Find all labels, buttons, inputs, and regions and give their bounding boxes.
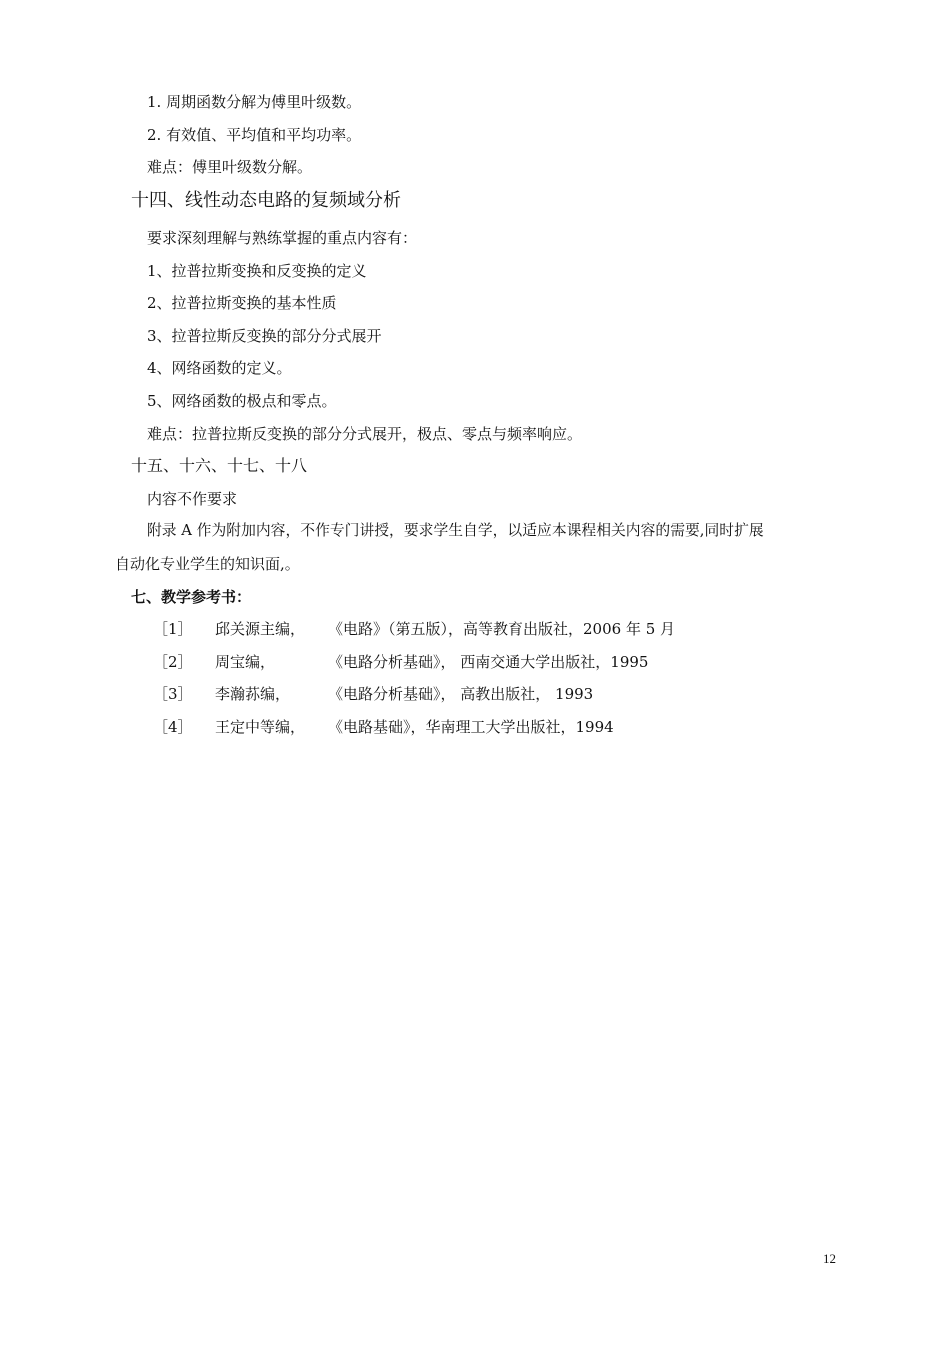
reference-number: ［3］ [153,685,193,703]
reference-detail: 《电路分析基础》， 高教出版社， 1993 [328,685,594,703]
section15-text: 内容不作要求 [147,490,238,508]
reference-number: ［1］ [153,620,193,638]
reference-detail: 《电路》（第五版），高等教育出版社，2006 年 5 月 [328,620,676,638]
section13-difficulty: 难点：傅里叶级数分解。 [147,158,313,176]
section14-title: 十四、线性动态电路的复频域分析 [131,190,401,211]
appendix-line-1: 附录 A 作为附加内容，不作专门讲授，要求学生自学，以适应本课程相关内容的需要,同时扩展 [147,522,764,539]
section14-item-4: 4、网络函数的定义。 [147,359,292,377]
reference-author: 周宝编， [215,653,276,671]
section15-title: 十五、十六、十七、十八 [131,456,308,475]
section14-item-3: 3、拉普拉斯反变换的部分分式展开 [147,327,382,345]
reference-author: 邱关源主编， [215,620,306,638]
section14-item-5: 5、网络函数的极点和零点。 [147,392,337,410]
reference-detail: 《电路分析基础》， 西南交通大学出版社，1995 [328,653,649,671]
section13-item-2: 2. 有效值、平均值和平均功率。 [147,126,362,144]
reference-detail: 《电路基础》，华南理工大学出版社，1994 [328,718,614,736]
references-title: 七、教学参考书： [131,588,252,606]
reference-number: ［2］ [153,653,193,671]
reference-author: 王定中等编， [215,718,306,736]
section14-item-1: 1、拉普拉斯变换和反变换的定义 [147,262,367,280]
page-number: 12 [823,1251,836,1266]
reference-number: ［4］ [153,718,193,736]
reference-author: 李瀚荪编， [215,685,291,703]
section14-intro: 要求深刻理解与熟练掌握的重点内容有： [147,229,418,247]
section14-item-2: 2、拉普拉斯变换的基本性质 [147,294,337,312]
section13-item-1: 1. 周期函数分解为傅里叶级数。 [147,93,362,111]
section14-difficulty: 难点：拉普拉斯反变换的部分分式展开，极点、零点与频率响应。 [147,425,583,443]
appendix-line-2: 自动化专业学生的知识面,。 [115,555,300,573]
